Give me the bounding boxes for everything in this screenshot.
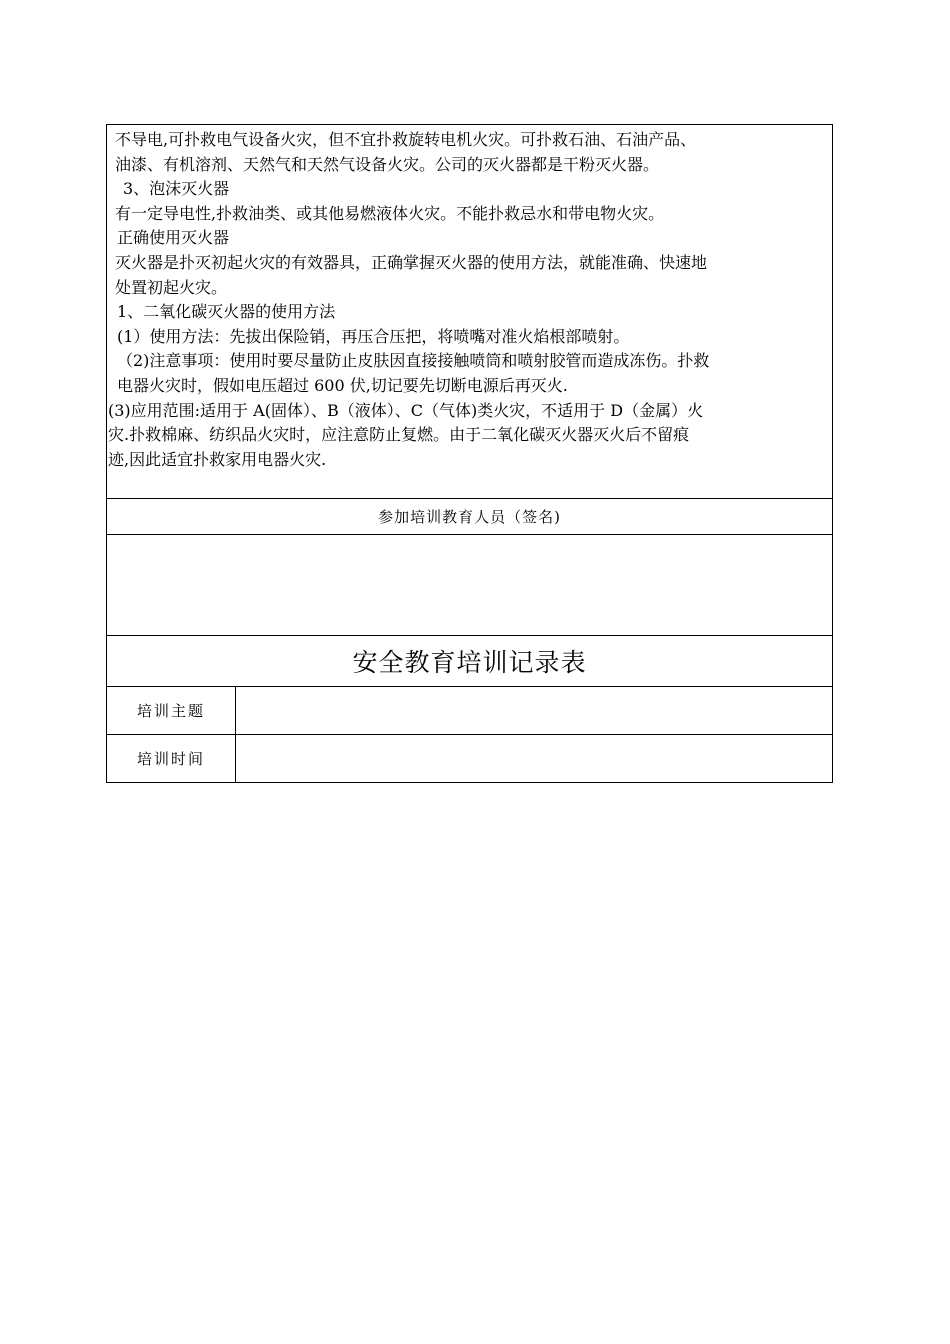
content-line: 有一定导电性,扑救油类、或其他易燃液体火灾。不能扑救忌水和带电物火灾。 (115, 203, 665, 223)
training-time-row (106, 735, 833, 783)
signature-area[interactable] (106, 535, 833, 636)
training-time-label: 培训时间 (107, 735, 236, 782)
content-line: (3)应用范围:适用于 A(固体）、B（液体）、C（气体)类火灾，不适用于 D（金属）火 (108, 400, 704, 420)
content-line: 灾.扑救棉麻、纺织品火灾时，应注意防止复燃。由于二氧化碳灭火器灭火后不留痕 (108, 425, 690, 445)
content-line: 正确使用灭火器 (117, 228, 230, 248)
training-topic-row (106, 687, 833, 735)
training-topic-field[interactable] (236, 687, 832, 734)
content-line: (1）使用方法：先拔出保险销，再压合压把，将喷嘴对准火焰根部喷射。 (117, 326, 630, 346)
content-line: 电器火灾时，假如电压超过 600 伏,切记要先切断电源后再灭火. (117, 375, 568, 395)
content-line: 处置初起火灾。 (115, 277, 228, 297)
content-line: 灭火器是扑灭初起火灾的有效器具，正确掌握灭火器的使用方法，就能准确、快速地 (115, 252, 708, 272)
signature-header: 参加培训教育人员（签名) (378, 508, 561, 526)
record-sheet (106, 124, 833, 783)
form-title: 安全教育培训记录表 (352, 648, 587, 677)
content-line: 3、泡沫灭火器 (123, 179, 230, 199)
signature-header-row (106, 499, 833, 535)
content-line: 迹,因此适宜扑救家用电器火灾. (108, 449, 327, 469)
content-line: 不导电,可扑救电气设备火灾，但不宜扑救旋转电机火灾。可扑救石油、石油产品、 (115, 130, 697, 149)
training-topic-label: 培训主题 (107, 687, 236, 734)
content-line: 油漆、有机溶剂、天然气和天然气设备火灾。公司的灭火器都是干粉灭火器。 (115, 154, 660, 174)
content-line: （2)注意事项：使用时要尽量防止皮肤因直接接触喷筒和喷射胶管而造成冻伤。扑救 (117, 351, 710, 371)
training-time-field[interactable] (236, 735, 832, 782)
form-title-row (106, 636, 833, 687)
content-line: 1、二氧化碳灭火器的使用方法 (117, 302, 336, 322)
training-content (106, 124, 833, 499)
